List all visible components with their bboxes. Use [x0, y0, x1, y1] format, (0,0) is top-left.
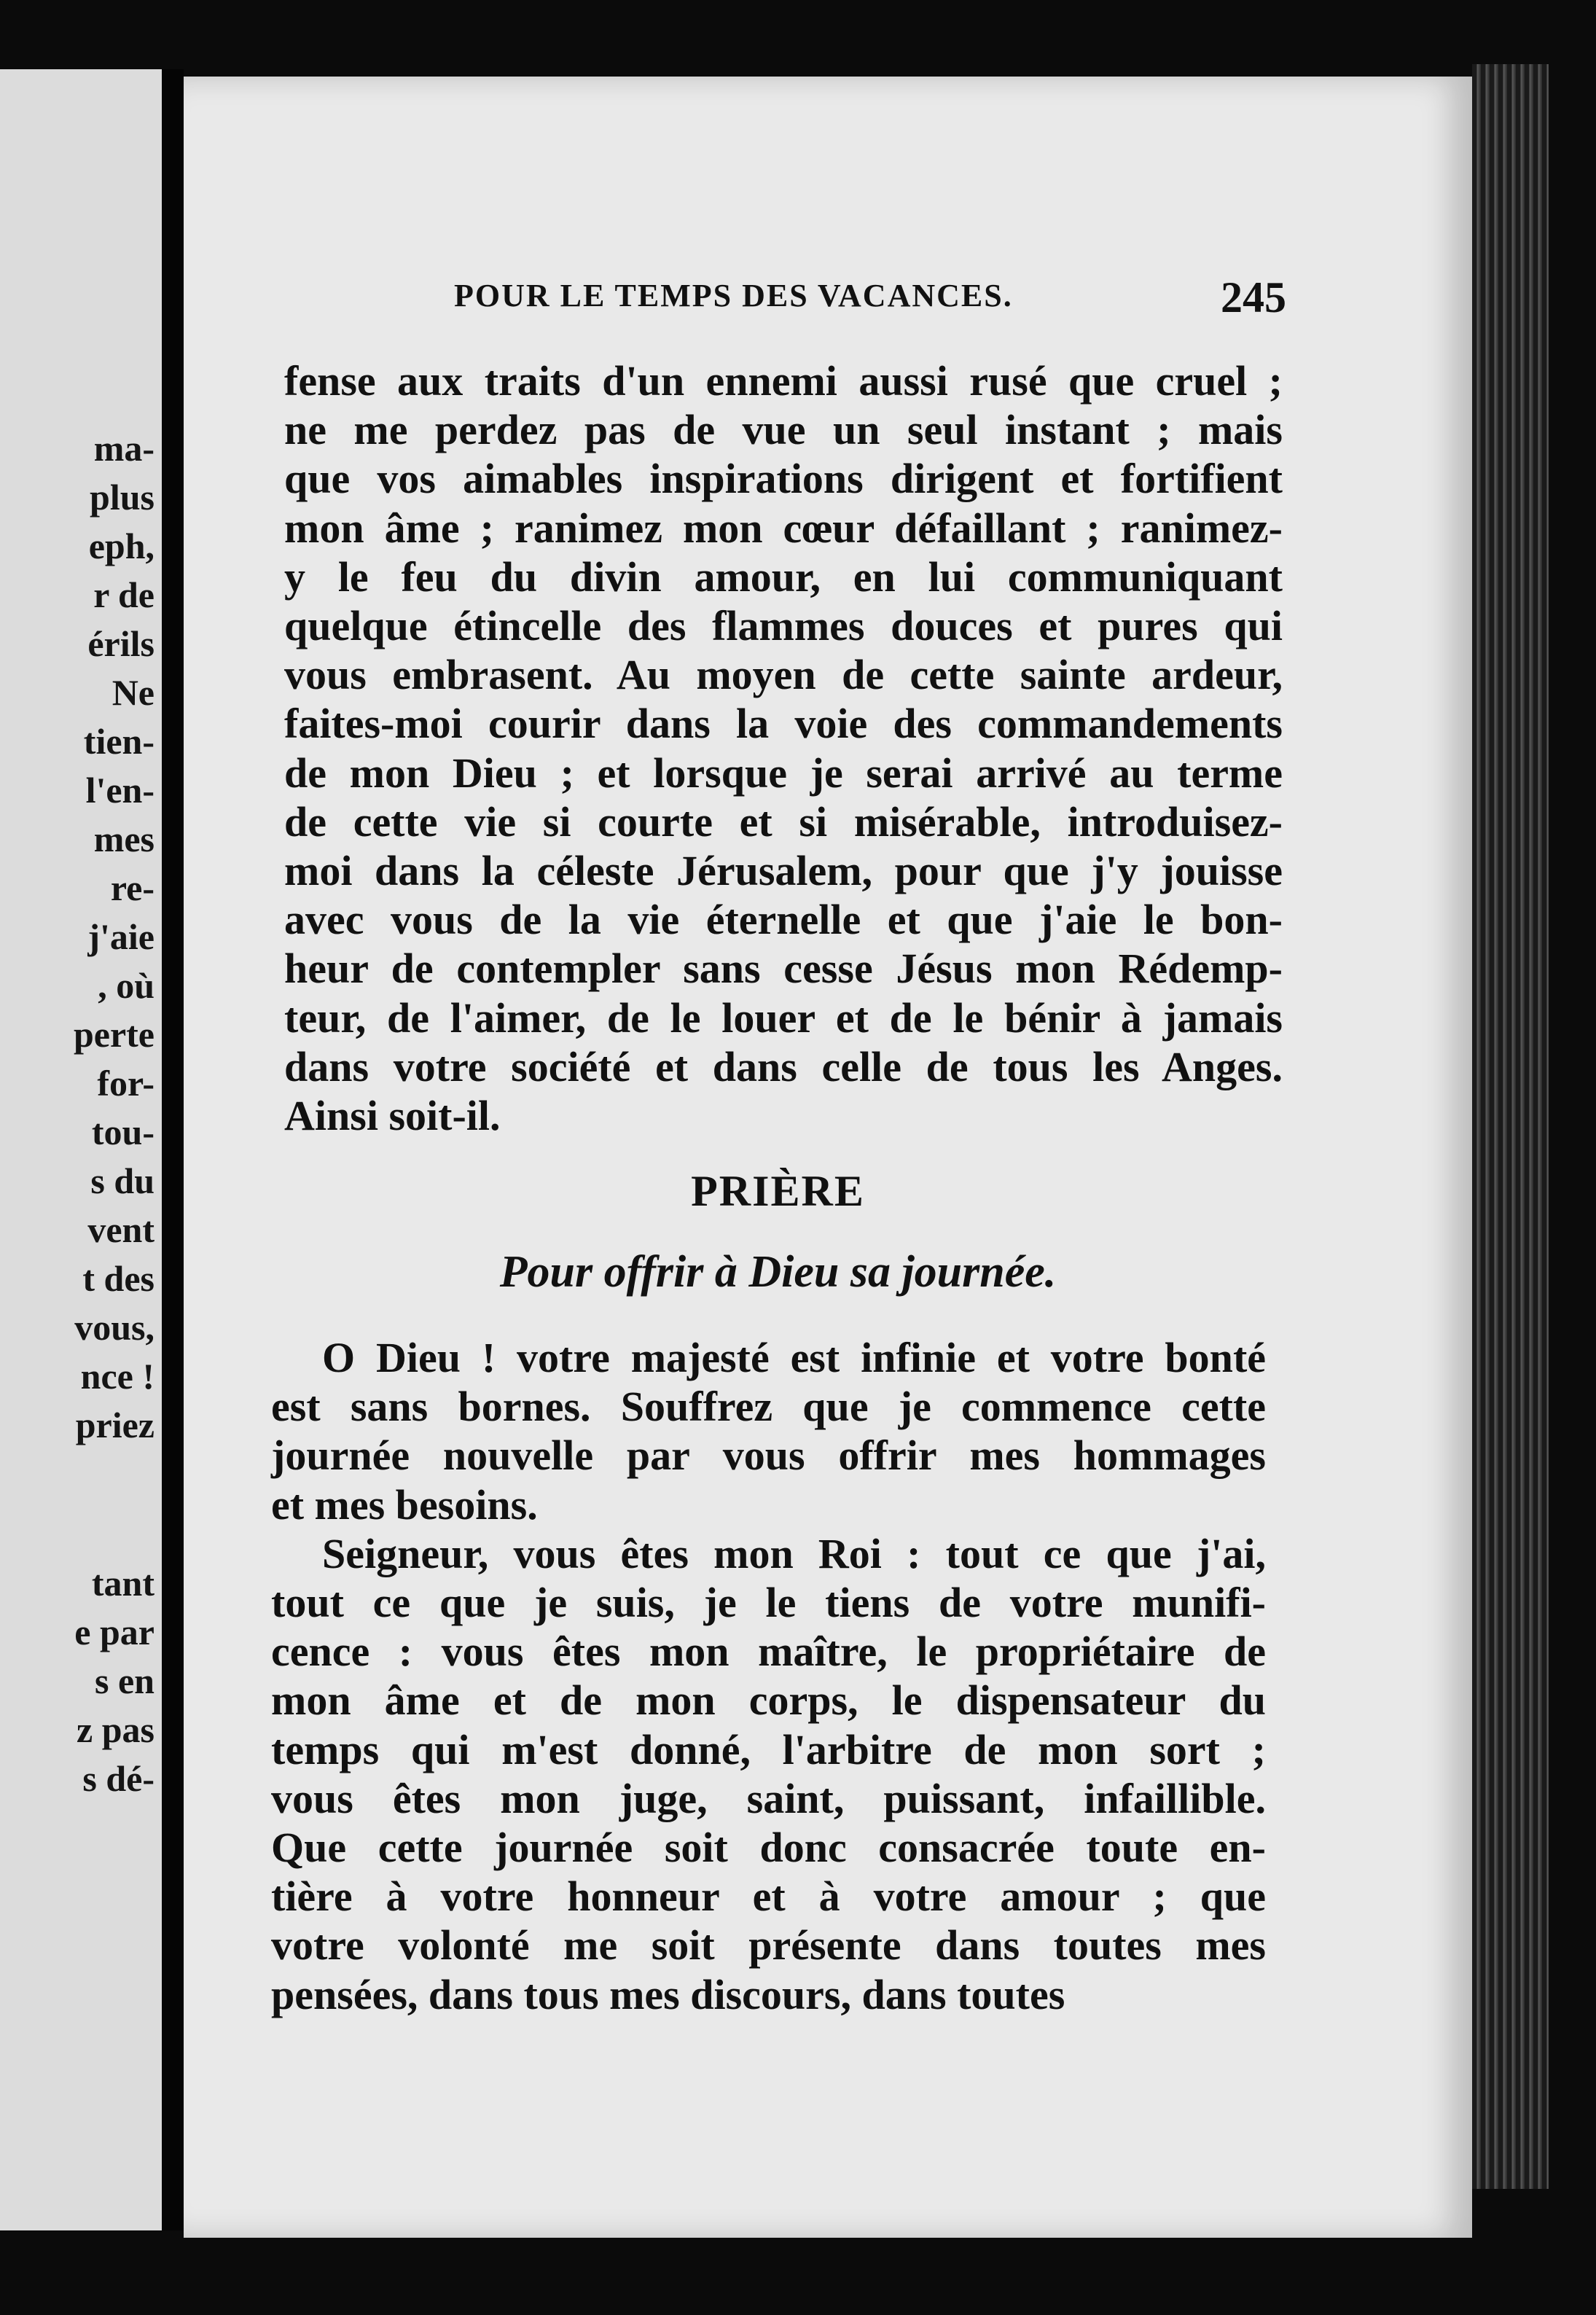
text-line: mon âme ; ranimez mon cœur défaillant ; ranimez- — [284, 504, 1283, 552]
text-line: fense aux traits d'un ennemi aussi rusé que cruel ; — [284, 357, 1283, 405]
left-page-fragment: t des — [82, 1258, 154, 1299]
left-page-fragment: nce ! — [80, 1356, 154, 1397]
text-line: de mon Dieu ; et lorsque je serai arrivé au terme — [284, 749, 1283, 797]
text-line: journée nouvelle par vous offrir mes hommages — [271, 1432, 1266, 1480]
left-page-fragment: s du — [90, 1160, 154, 1201]
text-line: de cette vie si courte et si misérable, introduisez- — [284, 797, 1283, 846]
text-line: moi dans la céleste Jérusalem, pour que j'y jouisse — [284, 847, 1283, 894]
text-line: que vos aimables inspirations dirigent et fortifient — [284, 455, 1283, 503]
left-page-fragment: plus — [90, 477, 154, 518]
text-line: vous embrasent. Au moyen de cette sainte ardeur, — [284, 651, 1283, 699]
left-page-fragment: l'en- — [85, 770, 154, 811]
left-page-fragment: z pas — [77, 1709, 154, 1750]
text-line: avec vous de la vie éternelle et que j'aie le bon- — [284, 896, 1283, 944]
text-line: O Dieu ! votre majesté est infinie et votre bonté — [322, 1334, 1266, 1381]
page-number: 245 — [1221, 273, 1286, 321]
prayer-subtitle: Pour offrir à Dieu sa journée. — [499, 1247, 1057, 1297]
left-page-fragment: ma- — [93, 428, 154, 469]
text-line: et mes besoins. — [271, 1480, 538, 1529]
left-page-fragment: tien- — [83, 721, 154, 762]
text-line: dans votre société et dans celle de tous les Anges. — [284, 1042, 1283, 1090]
paragraph-continuation — [284, 357, 1283, 1144]
left-page-fragment: , où — [98, 965, 154, 1006]
text-line: y le feu du divin amour, en lui communiquant — [284, 553, 1283, 601]
text-line: Que cette journée soit donc consacrée toute en- — [271, 1824, 1266, 1871]
text-line: tout ce que je suis, je le tiens de votre munifi- — [271, 1579, 1266, 1626]
book-gutter — [162, 69, 184, 2230]
page-header — [270, 273, 1286, 328]
text-line: mon âme et de mon corps, le dispensateur du — [271, 1676, 1266, 1725]
left-page-fragment: e par — [74, 1612, 154, 1652]
text-line: votre volonté me soit présente dans toutes mes — [271, 1921, 1266, 1969]
left-page-fragment: perte — [73, 1014, 154, 1055]
text-line: quelque étincelle des flammes douces et pures qui — [284, 602, 1283, 649]
prayer-title: PRIÈRE — [691, 1167, 865, 1215]
text-line: est sans bornes. Souffrez que je commence cette — [271, 1383, 1266, 1431]
text-line: vous êtes mon juge, saint, puissant, infaillible. — [271, 1774, 1266, 1822]
running-head: POUR LE TEMPS DES VACANCES. — [454, 278, 1013, 313]
text-line: teur, de l'aimer, de le louer et de le bénir à jamais — [284, 993, 1283, 1042]
page-edges — [1472, 64, 1549, 2189]
text-line: cence : vous êtes mon maître, le propriétaire de — [271, 1628, 1266, 1676]
left-page-fragment: eph, — [88, 526, 154, 566]
left-page-fragment: vent — [87, 1209, 154, 1250]
prayer-text — [271, 1334, 1266, 2026]
left-page-fragment: Ne — [112, 672, 154, 713]
text-line: heur de contempler sans cesse Jésus mon Rédemp- — [284, 945, 1283, 993]
text-line: ne me perdez pas de vue un seul instant ; mais — [284, 406, 1283, 454]
left-page-fragment: re- — [110, 867, 154, 908]
left-page-fragment: s dé- — [82, 1758, 154, 1799]
left-page-fragment: s en — [95, 1660, 154, 1701]
left-page-fragment: for- — [97, 1063, 154, 1104]
left-page-fragment: vous, — [74, 1307, 154, 1348]
text-line: pensées, dans tous mes discours, dans toutes — [271, 1970, 1065, 2018]
text-line: Seigneur, vous êtes mon Roi : tout ce que j'ai, — [322, 1529, 1266, 1577]
left-page-fragment: r de — [93, 574, 154, 615]
text-line: temps qui m'est donné, l'arbitre de mon sort ; — [271, 1725, 1266, 1773]
left-page-fragment: priez — [75, 1405, 154, 1445]
left-page-fragment: érils — [87, 623, 154, 664]
left-page-fragment: j'aie — [87, 916, 154, 957]
left-page-fragment: tant — [91, 1563, 154, 1604]
text-line: Ainsi soit-il. — [284, 1092, 501, 1139]
left-page-fragment: mes — [93, 819, 154, 859]
previous-page-fragment — [0, 69, 162, 2230]
text-line: faites-moi courir dans la voie des commandements — [284, 700, 1283, 748]
text-line: tière à votre honneur et à votre amour ; que — [271, 1873, 1266, 1921]
left-page-fragment: tou- — [91, 1112, 154, 1152]
